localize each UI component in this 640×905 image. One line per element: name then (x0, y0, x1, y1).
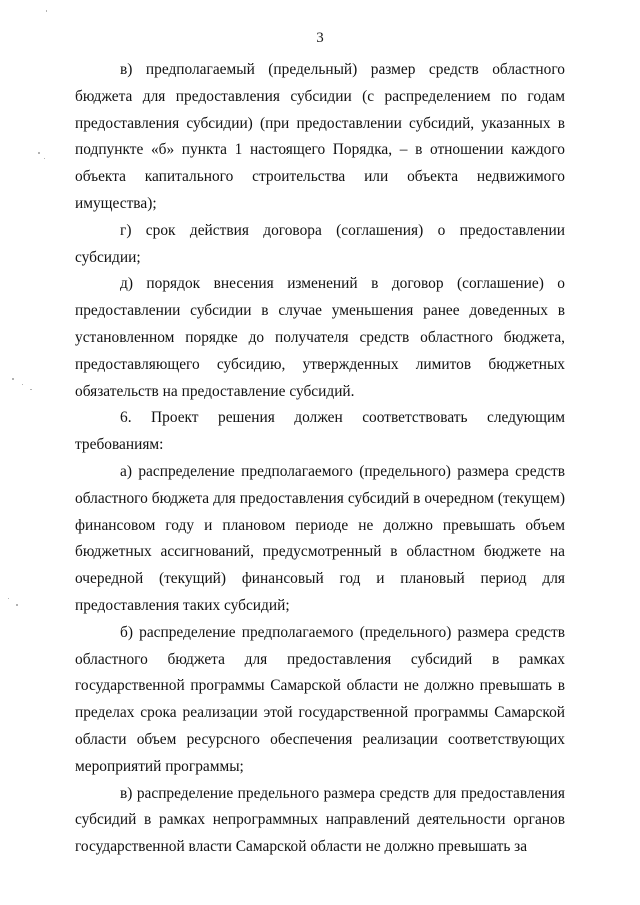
scan-speck (38, 152, 40, 154)
scan-speck (46, 10, 47, 12)
scan-speck (12, 378, 14, 380)
scan-speck (30, 389, 32, 390)
paragraph-d-amendment-procedure: д) порядок внесения изменений в договор (соглашение) о предоставлении субсидии в случае уменьшения ранее доведенных в установленном порядке до получателя средств областного бюджета, предоставляющего субсидию, утвержденных лимитов бюджетных обязательств на предоставление субсидий. (75, 275, 565, 400)
paragraph-v-budget-size: в) предполагаемый (предельный) размер средств областного бюджета для предоставления субсидии (с распределением по годам предоставления субсидии) (при предоставлении субсидий, указанных в подпункте «б» пункта 1 настоящего Порядка, – в отношении каждого объекта капитального строительства или объекта недвижимого имущества); (75, 61, 565, 212)
scan-speck (44, 158, 45, 159)
scan-speck (8, 598, 9, 599)
paragraph-6-requirements: 6. Проект решения должен соответствовать следующим требованиям: (75, 409, 565, 454)
scan-speck (16, 604, 18, 606)
scan-speck (22, 384, 23, 385)
document-body (75, 57, 565, 861)
paragraph-g-agreement-term: г) срок действия договора (соглашения) о предоставлении субсидии; (75, 221, 565, 266)
paragraph-b-state-program: б) распределение предполагаемого (предельного) размера средств областного бюджета для предоставления субсидий в рамках государственной программы Самарской области не должно превышать в пределах срока реализации этой государственной программы Самарской области объем ресурсного обеспечения реализации соответствующих мероприятий программы; (75, 623, 565, 775)
page-number: 3 (316, 30, 324, 46)
paragraph-v-non-program: в) распределение предельного размера средств для предоставления субсидий в рамках непрограммных направлений деятельности органов государственной власти Самарской области не должно превышать за (75, 784, 565, 856)
paragraph-a-distribution: а) распределение предполагаемого (предельного) размера средств областного бюджета для предоставления субсидий в очередном (текущем) финансовом году и плановом периоде не должно превышать объем бюджетных ассигнований, предусмотренный в областном бюджете на очередной (текущий) финансовый год и плановый период для предоставления таких субсидий; (75, 462, 565, 614)
